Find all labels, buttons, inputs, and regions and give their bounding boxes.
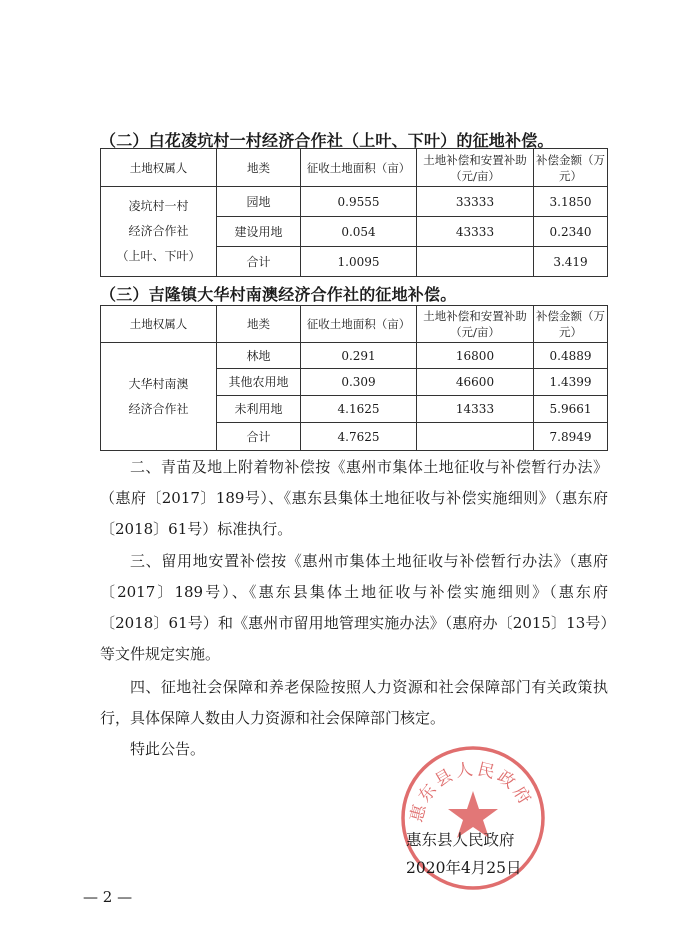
land-type: 园地 <box>217 187 301 217</box>
amount-value: 0.4889 <box>534 343 608 369</box>
land-type: 未利用地 <box>217 396 301 423</box>
rate-value: 16800 <box>417 343 534 369</box>
header-land-type: 地类 <box>217 149 301 187</box>
paragraph-reserved-land: 三、留用地安置补偿按《惠州市集体土地征收与补偿暂行办法》（惠府〔2017〕189号）、《惠东县集体土地征收与补偿实施细则》（惠东府〔2018〕61号）和《惠州市留用地管理实施办法》（惠府办〔2015〕13号）等文件规定实施。 <box>100 552 608 663</box>
header-rate: 土地补偿和安置补助（元/亩） <box>417 149 534 187</box>
amount-value: 3.419 <box>534 247 608 277</box>
header-rate: 土地补偿和安置补助（元/亩） <box>417 306 534 343</box>
rate-value <box>417 247 534 277</box>
compensation-table-3 <box>100 305 608 451</box>
amount-value: 0.2340 <box>534 217 608 247</box>
land-type: 林地 <box>217 343 301 369</box>
page-number: — 2 — <box>83 888 133 906</box>
land-type: 其他农用地 <box>217 369 301 396</box>
section3-heading: （三）吉隆镇大华村南澳经济合作社的征地补偿。 <box>100 285 457 304</box>
table-header-row <box>101 306 608 343</box>
area-value: 4.1625 <box>301 396 417 423</box>
amount-value: 1.4399 <box>534 369 608 396</box>
owner-cell: 大华村南澳 经济合作社 <box>101 343 217 451</box>
section2-heading: （二）白花凌坑村一村经济合作社（上叶、下叶）的征地补偿。 <box>100 131 554 150</box>
header-owner: 土地权属人 <box>101 149 217 187</box>
owner-cell: 凌坑村一村 经济合作社 （上叶、下叶） <box>101 187 217 277</box>
amount-value: 3.1850 <box>534 187 608 217</box>
rate-value: 14333 <box>417 396 534 423</box>
header-area: 征收土地面积（亩） <box>301 306 417 343</box>
area-value: 0.054 <box>301 217 417 247</box>
header-amount: 补偿金额（万元） <box>534 149 608 187</box>
header-owner: 土地权属人 <box>101 306 217 343</box>
land-type: 合计 <box>217 423 301 451</box>
header-area: 征收土地面积（亩） <box>301 149 417 187</box>
compensation-table-2 <box>100 148 608 277</box>
rate-value: 43333 <box>417 217 534 247</box>
table-row <box>101 187 608 217</box>
seal-text: 惠东县人民政府 <box>406 759 537 825</box>
paragraph-social-security: 四、征地社会保障和养老保险按照人力资源和社会保障部门有关政策执行，具体保障人数由人力资源和社会保障部门核定。 <box>100 678 608 727</box>
area-value: 0.309 <box>301 369 417 396</box>
rate-value <box>417 423 534 451</box>
land-type: 合计 <box>217 247 301 277</box>
header-amount: 补偿金额（万元） <box>534 306 608 343</box>
table-row <box>101 343 608 369</box>
amount-value: 5.9661 <box>534 396 608 423</box>
area-value: 0.9555 <box>301 187 417 217</box>
signature-org: 惠东县人民政府 <box>406 831 515 849</box>
signature-date: 2020年4月25日 <box>406 859 522 877</box>
area-value: 0.291 <box>301 343 417 369</box>
table-header-row <box>101 149 608 187</box>
paragraph-closing: 特此公告。 <box>130 740 206 758</box>
header-land-type: 地类 <box>217 306 301 343</box>
area-value: 4.7625 <box>301 423 417 451</box>
area-value: 1.0095 <box>301 247 417 277</box>
rate-value: 46600 <box>417 369 534 396</box>
rate-value: 33333 <box>417 187 534 217</box>
paragraph-seedling-compensation: 二、青苗及地上附着物补偿按《惠州市集体土地征收与补偿暂行办法》（惠府〔2017〕189号）、《惠东县集体土地征收与补偿实施细则》（惠东府〔2018〕61号）标准执行。 <box>100 458 608 538</box>
land-type: 建设用地 <box>217 217 301 247</box>
amount-value: 7.8949 <box>534 423 608 451</box>
